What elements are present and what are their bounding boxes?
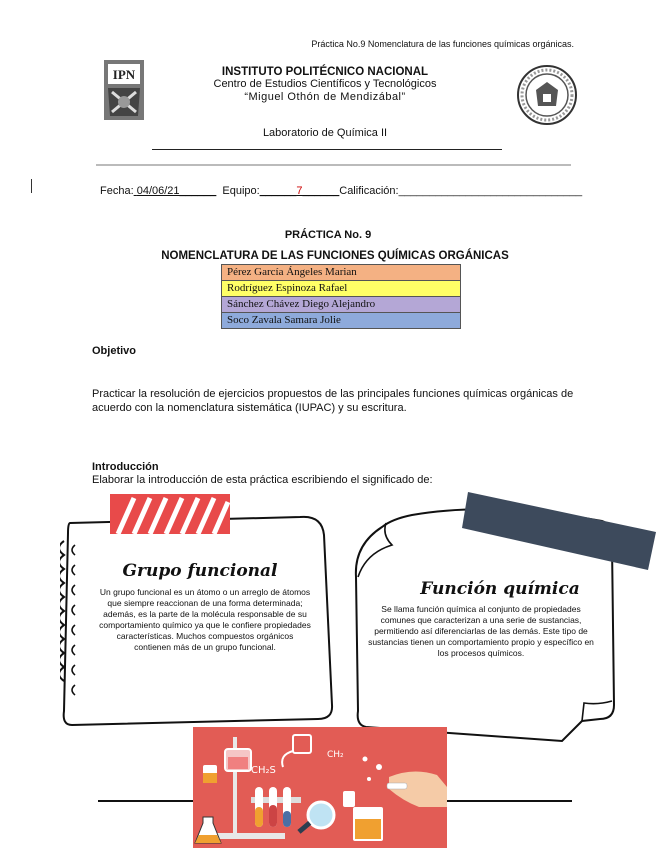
equipo-value[interactable]: ______7______: [259, 185, 340, 197]
footer-line-left: [98, 800, 194, 802]
practice-header-ref: Práctica No.9 Nomenclatura de las funciones químicas orgánicas.: [311, 39, 574, 49]
header-underline: [152, 149, 502, 150]
fecha-label: Fecha:: [100, 185, 134, 197]
funcion-quimica-body: Se llama función química al conjunto de propiedades comunes que caracterizan a una serie de sustancias, permitiendo así diferenciarlas de las demás. Este tipo de sustancias tienen un comportamiento propio y específico en los procesos químicos.: [368, 604, 594, 658]
header-divider: [96, 164, 571, 166]
school-name: “Miguel Othón de Mendizábal”: [244, 91, 406, 103]
funcion-quimica-title: Función química: [420, 579, 580, 599]
formula-ch2s: CH₂S: [251, 765, 276, 776]
introduction-text: Elaborar la introducción de esta práctica escribiendo el significado de:: [92, 474, 433, 486]
cecyt-seal: [516, 64, 578, 126]
footer-line-right: [446, 800, 572, 802]
team-table: [221, 265, 461, 329]
equipo-label: Equipo:: [222, 185, 260, 197]
calificacion-field[interactable]: ______________________________: [398, 185, 583, 197]
practice-title: PRÁCTICA No. 9: [284, 229, 372, 241]
institute-block: [160, 66, 490, 103]
objective-heading: Objetivo: [92, 345, 137, 357]
grupo-funcional-body: Un grupo funcional es un átomo o un arreglo de átomos que siempre reaccionan de una forma determinada; además, es la parte de la molécula responsable de su comportamiento químico ya que le confiere propiedades características. Muchos compuestos orgánicos contienen más de un grupo funcional.: [99, 587, 311, 652]
grupo-funcional-title: Grupo funcional: [122, 561, 278, 581]
form-line: [100, 185, 582, 197]
fecha-value[interactable]: 04/06/21______: [136, 185, 217, 197]
introduction-heading: Introducción: [92, 461, 159, 473]
institute-name: INSTITUTO POLITÉCNICO NACIONAL: [221, 66, 429, 78]
navy-tape: [462, 492, 656, 572]
team-member-4: Soco Zavala Samara Jolie: [221, 312, 461, 329]
formula-ch2: CH₂: [327, 750, 344, 760]
team-member-3: Sánchez Chávez Diego Alejandro: [221, 296, 461, 313]
lab-illustration: [193, 727, 447, 848]
lab-name: Laboratorio de Química II: [262, 127, 388, 139]
objective-text: Practicar la resolución de ejercicios propuestos de las principales funciones químicas orgánicas de acuerdo con la nomenclatura sistemática (IUPAC) y su escritura.: [92, 388, 574, 414]
ipn-logo: [100, 58, 148, 124]
practice-subtitle: NOMENCLATURA DE LAS FUNCIONES QUÍMICAS ORGÁNICAS: [161, 250, 509, 262]
ipn-logo-text: IPN: [112, 67, 136, 82]
calificacion-label: Calificación:: [339, 185, 399, 197]
team-member-1: Pérez García Ángeles Marian: [221, 264, 461, 281]
team-member-2: Rodríguez Espinoza Rafael: [221, 280, 461, 297]
center-name: Centro de Estudios Científicos y Tecnológicos: [213, 78, 437, 90]
red-tape: [110, 494, 230, 534]
text-cursor: [31, 179, 32, 193]
